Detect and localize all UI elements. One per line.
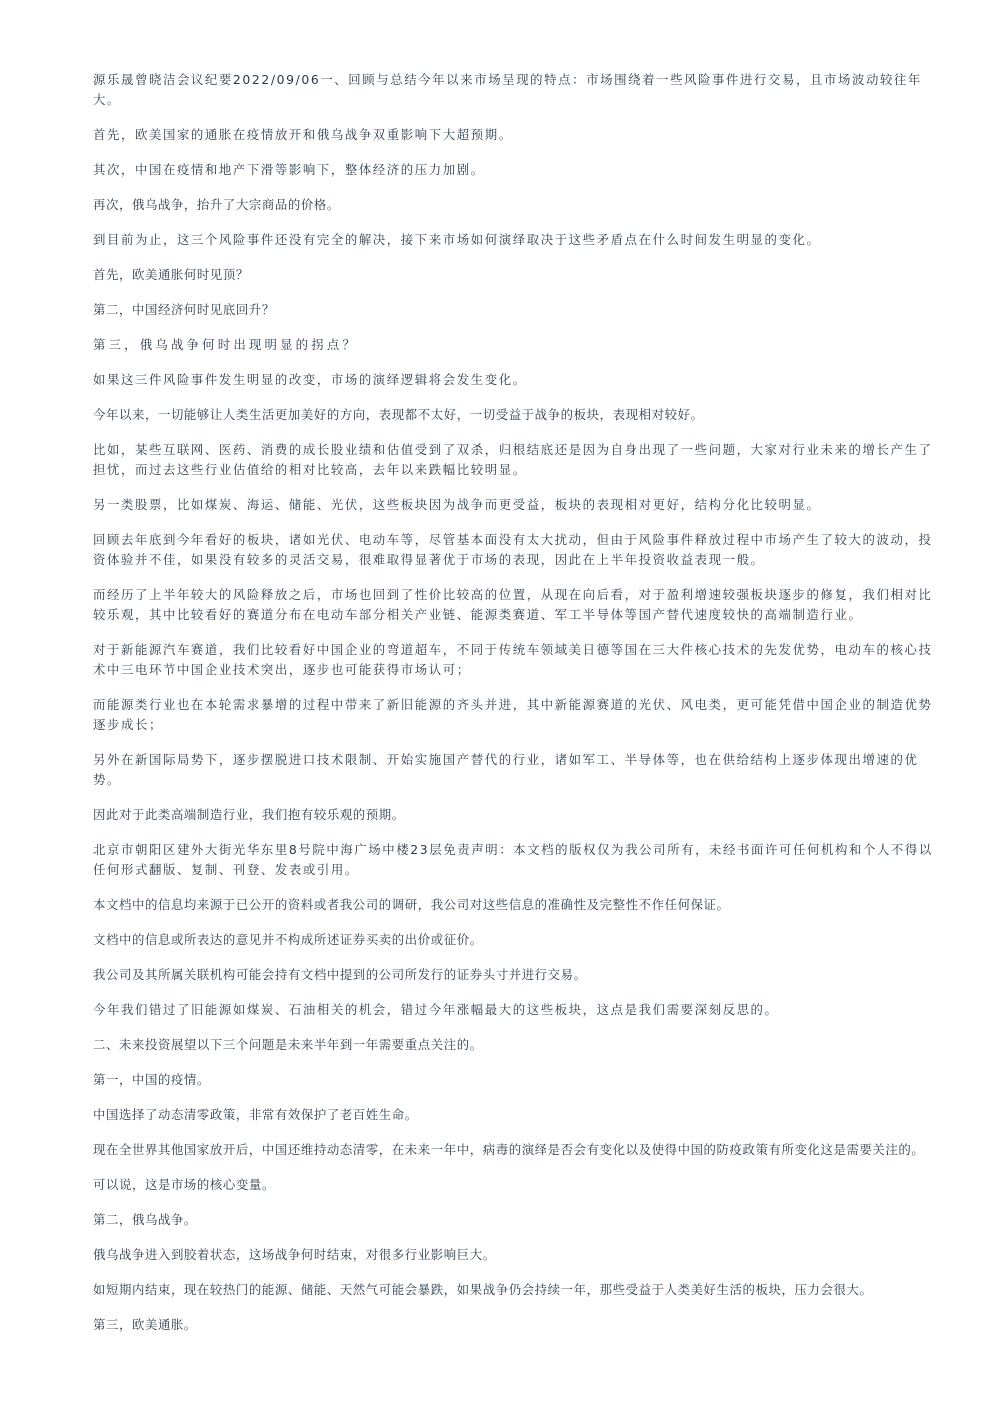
- paragraph-1: 源乐晟曾晓洁会议纪要2022/09/06一、回顾与总结今年以来市场呈现的特点：市场围绕着一些风险事件进行交易，且市场波动较往年大。: [93, 72, 922, 107]
- paragraph-6: 首先，欧美通胀何时见顶？: [93, 267, 249, 282]
- paragraph-8: 第三，俄乌战争何时出现明显的拐点？: [93, 337, 359, 352]
- paragraph-20: 本文档中的信息均来源于已公开的资料或者我公司的调研，我公司对这些信息的准确性及完整性不作任何保证。: [93, 897, 730, 912]
- paragraph-11: 比如，某些互联网、医药、消费的成长股业绩和估值受到了双杀，归根结底还是因为自身出现了一些问题，大家对行业未来的增长产生了担忧，而过去这些行业估值给的相对比较高，去年以来跌幅比较明显。: [93, 442, 933, 477]
- paragraph-30: 俄乌战争进入到胶着状态，这场战争何时结束，对很多行业影响巨大。: [93, 1247, 496, 1262]
- paragraph-18: 因此对于此类高端制造行业，我们抱有较乐观的预期。: [93, 807, 405, 822]
- paragraph-13: 回顾去年底到今年看好的板块，诸如光伏、电动车等，尽管基本面没有太大扰动，但由于风险事件释放过程中市场产生了较大的波动，投资体验并不佳，如果没有较多的灵活交易，很难取得显著优于市场的表现，因此在上半年投资收益表现一般。: [93, 532, 933, 567]
- paragraph-16: 而能源类行业也在本轮需求暴增的过程中带来了新旧能源的齐头并进，其中新能源赛道的光伏、风电类，更可能凭借中国企业的制造优势逐步成长；: [93, 697, 933, 732]
- paragraph-27: 现在全世界其他国家放开后，中国还维持动态清零，在未来一年中，病毒的演绎是否会有变化以及使得中国的防疫政策有所变化这是需要关注的。: [93, 1142, 925, 1157]
- paragraph-28: 可以说，这是市场的核心变量。: [93, 1177, 275, 1192]
- paragraph-29: 第二，俄乌战争。: [93, 1212, 197, 1227]
- paragraph-3: 其次，中国在疫情和地产下滑等影响下，整体经济的压力加剧。: [93, 162, 485, 177]
- paragraph-9: 如果这三件风险事件发生明显的改变，市场的演绎逻辑将会发生变化。: [93, 372, 527, 387]
- paragraph-15: 对于新能源汽车赛道，我们比较看好中国企业的弯道超车，不同于传统车领域美日德等国在三大件核心技术的先发优势，电动车的核心技术中三电环节中国企业技术突出，逐步也可能获得市场认可；: [93, 642, 933, 677]
- paragraph-12: 另一类股票，比如煤炭、海运、储能、光伏，这些板块因为战争而更受益，板块的表现相对更好，结构分化比较明显。: [93, 497, 821, 512]
- paragraph-22: 我公司及其所属关联机构可能会持有文档中提到的公司所发行的证券头寸并进行交易。: [93, 967, 587, 982]
- paragraph-14: 而经历了上半年较大的风险释放之后，市场也回到了性价比较高的位置，从现在向后看，对于盈利增速较强板块逐步的修复，我们相对比较乐观，其中比较看好的赛道分布在电动车部分相关产业链、能源类赛道、军工半导体等国产替代速度较快的高端制造行业。: [93, 587, 933, 622]
- paragraph-7: 第二，中国经济何时见底回升？: [93, 302, 275, 317]
- paragraph-2: 首先，欧美国家的通胀在疫情放开和俄乌战争双重影响下大超预期。: [93, 127, 513, 142]
- paragraph-23: 今年我们错过了旧能源如煤炭、石油相关的机会，错过今年涨幅最大的这些板块，这点是我们需要深刻反思的。: [93, 1002, 779, 1017]
- paragraph-26: 中国选择了动态清零政策，非常有效保护了老百姓生命。: [93, 1107, 418, 1122]
- paragraph-19: 北京市朝阳区建外大街光华东里8号院中海广场中楼23层免责声明：本文档的版权仅为我公司所有，未经书面许可任何机构和个人不得以任何形式翻版、复制、刊登、发表或引用。: [93, 842, 933, 877]
- paragraph-10: 今年以来，一切能够让人类生活更加美好的方向，表现都不太好，一切受益于战争的板块，表现相对较好。: [93, 407, 704, 422]
- paragraph-25: 第一，中国的疫情。: [93, 1072, 210, 1087]
- paragraph-17: 另外在新国际局势下，逐步摆脱进口技术限制、开始实施国产替代的行业，诸如军工、半导体等，也在供给结构上逐步体现出增速的优势。: [93, 752, 919, 787]
- paragraph-24: 二、未来投资展望以下三个问题是未来半年到一年需要重点关注的。: [93, 1037, 483, 1052]
- paragraph-32: 第三，欧美通胀。: [93, 1317, 197, 1332]
- paragraph-5: 到目前为止，这三个风险事件还没有完全的解决，接下来市场如何演绎取决于这些矛盾点在什么时间发生明显的变化。: [93, 232, 821, 247]
- paragraph-31: 如短期内结束，现在较热门的能源、储能、天然气可能会暴跌，如果战争仍会持续一年，那些受益于人类美好生活的板块，压力会很大。: [93, 1282, 873, 1297]
- paragraph-21: 文档中的信息或所表达的意见并不构成所述证券买卖的出价或征价。: [93, 932, 483, 947]
- paragraph-4: 再次，俄乌战争，抬升了大宗商品的价格。: [93, 197, 340, 212]
